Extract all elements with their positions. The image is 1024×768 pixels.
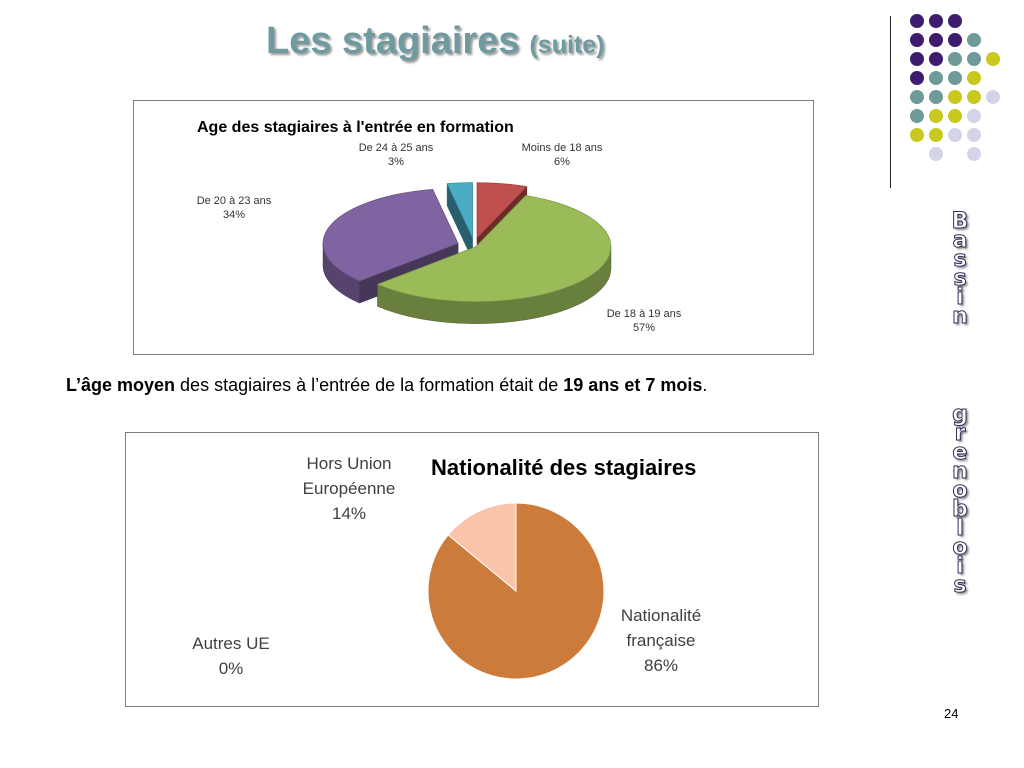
nationality-chart-title: Nationalité des stagiaires bbox=[431, 455, 697, 480]
side-text-bassin bbox=[937, 209, 983, 329]
pie-label-value: 6% bbox=[554, 156, 570, 168]
decorative-dot bbox=[967, 52, 981, 66]
decorative-dot bbox=[948, 52, 962, 66]
side-text-letter: s bbox=[953, 247, 967, 272]
side-text-letter: B bbox=[951, 209, 969, 234]
decorative-dot bbox=[948, 33, 962, 47]
decorative-dot bbox=[910, 109, 924, 123]
slide-title bbox=[266, 20, 604, 63]
side-text-letter: i bbox=[956, 285, 964, 310]
side-text-letter: n bbox=[952, 304, 968, 329]
decorative-dot bbox=[948, 90, 962, 104]
pie-label-name: De 18 à 19 ans bbox=[606, 308, 682, 320]
caption-bold-1: L’âge moyen bbox=[66, 375, 176, 395]
decorative-dot bbox=[910, 128, 924, 142]
decorative-dot bbox=[948, 128, 962, 142]
decorative-dot bbox=[967, 71, 981, 85]
age-chart-frame bbox=[133, 100, 814, 355]
pie-label-name: Autres UE bbox=[192, 634, 270, 653]
nationality-chart-frame bbox=[125, 432, 819, 707]
caption-bold-2: 19 ans et 7 mois bbox=[563, 375, 703, 395]
decorative-dot bbox=[967, 128, 981, 142]
decorative-dot bbox=[967, 90, 981, 104]
decorative-dot bbox=[929, 90, 943, 104]
decorative-dot bbox=[986, 90, 1000, 104]
pie-label-name: Moins de 18 ans bbox=[521, 142, 603, 154]
page-number: 24 bbox=[944, 706, 959, 721]
decorative-dot bbox=[967, 147, 981, 161]
pie-label-value: 34% bbox=[222, 209, 246, 221]
decorative-dot bbox=[929, 109, 943, 123]
side-text-letter: o bbox=[952, 478, 968, 503]
decorative-dot bbox=[967, 33, 981, 47]
pie-label-value: 57% bbox=[632, 322, 656, 334]
pie-label-name: De 24 à 25 ans bbox=[358, 142, 434, 154]
decorative-dot bbox=[948, 71, 962, 85]
decorative-dot bbox=[910, 14, 924, 28]
side-text-letter: i bbox=[956, 554, 964, 579]
side-text-letter: o bbox=[952, 535, 968, 560]
slide-title-suffix: (suite) bbox=[529, 31, 605, 59]
side-text-letter: n bbox=[952, 459, 968, 484]
pie-label-value: 0% bbox=[218, 659, 244, 678]
side-text-letter: s bbox=[953, 266, 967, 291]
pie-label-name: française bbox=[626, 631, 696, 650]
decorative-dot bbox=[929, 14, 943, 28]
pie-label-name: Hors Union bbox=[306, 454, 392, 473]
side-text-letter: b bbox=[952, 497, 968, 522]
side-text-grenoblois bbox=[937, 402, 983, 598]
pie-label-value: 3% bbox=[388, 156, 404, 168]
decorative-dot bbox=[910, 71, 924, 85]
decorative-dot bbox=[986, 52, 1000, 66]
decorative-dot bbox=[910, 90, 924, 104]
side-text-letter: r bbox=[954, 421, 966, 446]
decorative-divider bbox=[890, 16, 891, 188]
decorative-dot bbox=[948, 14, 962, 28]
nationality-pie-chart bbox=[126, 433, 818, 706]
pie-label-name: Nationalité bbox=[620, 606, 702, 625]
pie-label-value: 86% bbox=[643, 656, 679, 675]
decorative-dot-grid bbox=[910, 14, 1020, 164]
caption-text-2: . bbox=[702, 375, 708, 395]
decorative-dot bbox=[929, 33, 943, 47]
side-text-letter: g bbox=[952, 402, 968, 427]
decorative-dot bbox=[929, 71, 943, 85]
caption-text-1: des stagiaires à l’entrée de la formation était de bbox=[175, 375, 564, 395]
side-text-letter: e bbox=[952, 440, 968, 465]
side-text-letter: a bbox=[952, 228, 968, 253]
decorative-dot bbox=[948, 109, 962, 123]
decorative-dot bbox=[929, 128, 943, 142]
average-age-caption bbox=[66, 375, 707, 396]
decorative-dot bbox=[929, 52, 943, 66]
decorative-dot bbox=[910, 52, 924, 66]
slide-title-main: Les stagiaires bbox=[266, 20, 520, 62]
pie-label-name: De 20 à 23 ans bbox=[196, 195, 272, 207]
decorative-dot bbox=[967, 109, 981, 123]
pie-label-name: Européenne bbox=[302, 479, 396, 498]
age-pie-chart bbox=[134, 101, 813, 354]
decorative-dot bbox=[910, 33, 924, 47]
decorative-dot bbox=[929, 147, 943, 161]
side-text-letter: l bbox=[956, 516, 964, 541]
pie-label-value: 14% bbox=[331, 504, 367, 523]
age-chart-title: Age des stagiaires à l'entrée en formation bbox=[197, 119, 514, 136]
side-text-letter: s bbox=[953, 573, 967, 598]
